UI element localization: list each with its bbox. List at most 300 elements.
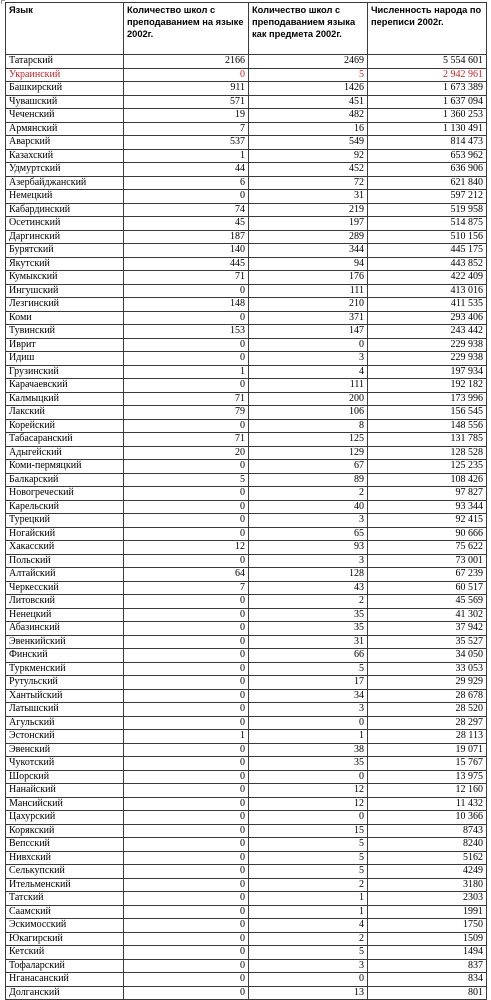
cell-population: 1 637 094: [368, 95, 487, 109]
table-row: [6, 865, 487, 879]
cell-language: Кумыкский: [6, 271, 124, 285]
table-row: [6, 770, 487, 784]
cell-schools-subject: 4: [249, 365, 368, 379]
cell-population: 173 996: [368, 392, 487, 406]
cell-schools-instruction: 1: [124, 730, 249, 744]
cell-language: Калмыцкий: [6, 392, 124, 406]
cell-schools-instruction: 911: [124, 82, 249, 96]
cell-language: Ногайский: [6, 527, 124, 541]
cell-schools-instruction: 12: [124, 541, 249, 555]
table-row: [6, 527, 487, 541]
cell-language: Идиш: [6, 352, 124, 366]
table-row: [6, 136, 487, 150]
cell-population: 422 409: [368, 271, 487, 285]
cell-schools-instruction: 2166: [124, 55, 249, 69]
cell-population: 28 297: [368, 716, 487, 730]
language-schools-table: [5, 2, 487, 1000]
cell-schools-subject: 344: [249, 244, 368, 258]
table-row: [6, 149, 487, 163]
cell-schools-instruction: 1: [124, 149, 249, 163]
cell-schools-subject: 451: [249, 95, 368, 109]
cell-language: Карельский: [6, 500, 124, 514]
cell-population: 33 053: [368, 662, 487, 676]
cell-schools-subject: 0: [249, 338, 368, 352]
cell-schools-instruction: 0: [124, 379, 249, 393]
table-row: [6, 55, 487, 69]
cell-language: Нанайский: [6, 784, 124, 798]
cell-population: 29 929: [368, 676, 487, 690]
cell-language: Эстонский: [6, 730, 124, 744]
cell-population: 4249: [368, 865, 487, 879]
cell-schools-instruction: 71: [124, 271, 249, 285]
cell-schools-instruction: 0: [124, 919, 249, 933]
cell-schools-subject: 106: [249, 406, 368, 420]
cell-population: 1494: [368, 946, 487, 960]
table-row: [6, 500, 487, 514]
cell-language: Карачаевский: [6, 379, 124, 393]
cell-schools-instruction: 64: [124, 568, 249, 582]
table-row: [6, 109, 487, 123]
cell-schools-instruction: 0: [124, 662, 249, 676]
cell-population: 653 962: [368, 149, 487, 163]
cell-schools-instruction: 0: [124, 338, 249, 352]
cell-schools-instruction: 0: [124, 460, 249, 474]
cell-schools-instruction: 0: [124, 824, 249, 838]
cell-schools-instruction: 153: [124, 325, 249, 339]
cell-schools-subject: 65: [249, 527, 368, 541]
cell-population: 73 001: [368, 554, 487, 568]
cell-language: Удмуртский: [6, 163, 124, 177]
table-row: [6, 986, 487, 1000]
cell-language: Армянский: [6, 122, 124, 136]
cell-schools-instruction: 20: [124, 446, 249, 460]
cell-schools-subject: 128: [249, 568, 368, 582]
cell-schools-subject: 31: [249, 635, 368, 649]
cell-schools-instruction: 187: [124, 230, 249, 244]
cell-population: 108 426: [368, 473, 487, 487]
cell-language: Эскимосский: [6, 919, 124, 933]
cell-schools-subject: 210: [249, 298, 368, 312]
cell-language: Новогреческий: [6, 487, 124, 501]
cell-population: 28 678: [368, 689, 487, 703]
table-row: [6, 68, 487, 82]
cell-schools-subject: 8: [249, 419, 368, 433]
cell-population: 8743: [368, 824, 487, 838]
cell-language: Коми-пермяцкий: [6, 460, 124, 474]
cell-schools-subject: 197: [249, 217, 368, 231]
cell-schools-subject: 67: [249, 460, 368, 474]
cell-schools-subject: 2469: [249, 55, 368, 69]
cell-population: 34 050: [368, 649, 487, 663]
table-row: [6, 743, 487, 757]
cell-language: Абазинский: [6, 622, 124, 636]
cell-language: Туркменский: [6, 662, 124, 676]
cell-language: Селькупский: [6, 865, 124, 879]
cell-population: 636 906: [368, 163, 487, 177]
table-row: [6, 284, 487, 298]
cell-population: 28 113: [368, 730, 487, 744]
cell-population: 2 942 961: [368, 68, 487, 82]
cell-population: 92 415: [368, 514, 487, 528]
cell-language: Тувинский: [6, 325, 124, 339]
header-population-census: Численность народа по переписи 2002г.: [368, 3, 487, 55]
cell-population: 197 934: [368, 365, 487, 379]
cell-schools-subject: 1: [249, 892, 368, 906]
table-header-row: [6, 3, 487, 55]
cell-schools-subject: 1426: [249, 82, 368, 96]
cell-schools-instruction: 0: [124, 622, 249, 636]
cell-population: 514 875: [368, 217, 487, 231]
cell-language: Юкагирский: [6, 932, 124, 946]
cell-population: 5162: [368, 851, 487, 865]
table-row: [6, 797, 487, 811]
cell-language: Чеченский: [6, 109, 124, 123]
table-row: [6, 662, 487, 676]
cell-language: Лезгинский: [6, 298, 124, 312]
cell-schools-subject: 0: [249, 811, 368, 825]
cell-schools-instruction: 0: [124, 689, 249, 703]
cell-schools-instruction: 0: [124, 676, 249, 690]
cell-language: Осетинский: [6, 217, 124, 231]
cell-schools-subject: 0: [249, 973, 368, 987]
cell-schools-instruction: 0: [124, 865, 249, 879]
table-row: [6, 379, 487, 393]
cell-population: 443 852: [368, 257, 487, 271]
table-row: [6, 757, 487, 771]
cell-schools-subject: 3: [249, 703, 368, 717]
cell-schools-subject: 111: [249, 379, 368, 393]
cell-schools-subject: 2: [249, 878, 368, 892]
cell-language: Финский: [6, 649, 124, 663]
cell-schools-subject: 35: [249, 608, 368, 622]
header-schools-language-subject: Количество школ с преподаванием языка как предмета 2002г.: [249, 3, 368, 55]
cell-schools-instruction: 445: [124, 257, 249, 271]
cell-schools-instruction: 0: [124, 514, 249, 528]
cell-schools-subject: 15: [249, 824, 368, 838]
cell-language: Адыгейский: [6, 446, 124, 460]
cell-schools-instruction: 0: [124, 770, 249, 784]
table-row: [6, 973, 487, 987]
cell-language: Бурятский: [6, 244, 124, 258]
table-row: [6, 473, 487, 487]
table-row: [6, 811, 487, 825]
table-row: [6, 338, 487, 352]
cell-schools-instruction: 0: [124, 838, 249, 852]
cell-language: Цахурский: [6, 811, 124, 825]
table-row: [6, 217, 487, 231]
cell-schools-subject: 31: [249, 190, 368, 204]
table-row: [6, 163, 487, 177]
cell-schools-instruction: 0: [124, 851, 249, 865]
cell-population: 229 938: [368, 352, 487, 366]
cell-schools-subject: 34: [249, 689, 368, 703]
table-row: [6, 730, 487, 744]
cell-schools-subject: 5: [249, 946, 368, 960]
cell-schools-subject: 5: [249, 838, 368, 852]
table-row: [6, 311, 487, 325]
cell-population: 19 071: [368, 743, 487, 757]
table-row: [6, 959, 487, 973]
cell-schools-subject: 5: [249, 662, 368, 676]
cell-schools-instruction: 44: [124, 163, 249, 177]
cell-population: 1 360 253: [368, 109, 487, 123]
cell-schools-instruction: 71: [124, 392, 249, 406]
table-row: [6, 878, 487, 892]
cell-population: 229 938: [368, 338, 487, 352]
table-row: [6, 622, 487, 636]
cell-schools-instruction: 0: [124, 986, 249, 1000]
cell-schools-subject: 35: [249, 757, 368, 771]
cell-language: Балкарский: [6, 473, 124, 487]
table-row: [6, 419, 487, 433]
cell-schools-instruction: 0: [124, 68, 249, 82]
cell-population: 445 175: [368, 244, 487, 258]
cell-population: 837: [368, 959, 487, 973]
table-row: [6, 176, 487, 190]
cell-language: Азербайджанский: [6, 176, 124, 190]
table-row: [6, 406, 487, 420]
cell-schools-subject: 452: [249, 163, 368, 177]
cell-population: 41 302: [368, 608, 487, 622]
cell-schools-subject: 4: [249, 919, 368, 933]
cell-schools-instruction: 0: [124, 608, 249, 622]
cell-population: 11 432: [368, 797, 487, 811]
cell-language: Литовский: [6, 595, 124, 609]
cell-language: Казахский: [6, 149, 124, 163]
cell-schools-subject: 16: [249, 122, 368, 136]
cell-population: 801: [368, 986, 487, 1000]
cell-language: Табасаранский: [6, 433, 124, 447]
table-row: [6, 824, 487, 838]
cell-schools-subject: 289: [249, 230, 368, 244]
cell-language: Эвенкийский: [6, 635, 124, 649]
cell-population: 75 622: [368, 541, 487, 555]
cell-schools-instruction: 0: [124, 784, 249, 798]
cell-schools-subject: 2: [249, 595, 368, 609]
cell-schools-instruction: 0: [124, 716, 249, 730]
cell-population: 93 344: [368, 500, 487, 514]
cell-population: 131 785: [368, 433, 487, 447]
cell-schools-subject: 66: [249, 649, 368, 663]
cell-schools-instruction: 571: [124, 95, 249, 109]
table-row: [6, 581, 487, 595]
cell-schools-subject: 482: [249, 109, 368, 123]
cell-schools-instruction: 0: [124, 932, 249, 946]
cell-population: 128 528: [368, 446, 487, 460]
cell-schools-instruction: 0: [124, 284, 249, 298]
cell-schools-instruction: 79: [124, 406, 249, 420]
cell-language: Турецкий: [6, 514, 124, 528]
table-row: [6, 784, 487, 798]
table-row: [6, 365, 487, 379]
cell-schools-instruction: 0: [124, 797, 249, 811]
cell-schools-subject: 38: [249, 743, 368, 757]
cell-language: Нганасанский: [6, 973, 124, 987]
cell-schools-subject: 125: [249, 433, 368, 447]
table-row: [6, 689, 487, 703]
cell-population: 125 235: [368, 460, 487, 474]
cell-schools-instruction: 0: [124, 973, 249, 987]
table-row: [6, 676, 487, 690]
cell-schools-instruction: 0: [124, 311, 249, 325]
cell-schools-subject: 219: [249, 203, 368, 217]
table-row: [6, 946, 487, 960]
cell-population: 35 527: [368, 635, 487, 649]
cell-schools-subject: 72: [249, 176, 368, 190]
cell-schools-subject: 17: [249, 676, 368, 690]
cell-language: Чувашский: [6, 95, 124, 109]
cell-population: 60 517: [368, 581, 487, 595]
cell-schools-subject: 93: [249, 541, 368, 555]
table-row: [6, 230, 487, 244]
cell-language: Рутульский: [6, 676, 124, 690]
cell-population: 192 182: [368, 379, 487, 393]
cell-schools-subject: 3: [249, 514, 368, 528]
cell-schools-subject: 40: [249, 500, 368, 514]
cell-schools-instruction: 0: [124, 757, 249, 771]
cell-population: 243 442: [368, 325, 487, 339]
cell-population: 1750: [368, 919, 487, 933]
cell-language: Саамский: [6, 905, 124, 919]
header-language: Язык: [6, 3, 124, 55]
table-row: [6, 82, 487, 96]
cell-language: Корейский: [6, 419, 124, 433]
table-body: [6, 55, 487, 1000]
table-row: [6, 190, 487, 204]
cell-population: 10 366: [368, 811, 487, 825]
cell-schools-instruction: 148: [124, 298, 249, 312]
table-row: [6, 649, 487, 663]
cell-population: 5 554 601: [368, 55, 487, 69]
cell-schools-instruction: 0: [124, 703, 249, 717]
cell-schools-instruction: 19: [124, 109, 249, 123]
cell-language: Иврит: [6, 338, 124, 352]
cell-population: 15 767: [368, 757, 487, 771]
table-row: [6, 446, 487, 460]
cell-schools-subject: 5: [249, 68, 368, 82]
cell-population: 621 840: [368, 176, 487, 190]
table-row: [6, 460, 487, 474]
cell-language: Грузинский: [6, 365, 124, 379]
cell-schools-instruction: 0: [124, 811, 249, 825]
cell-language: Долганский: [6, 986, 124, 1000]
cell-schools-subject: 549: [249, 136, 368, 150]
cell-population: 2303: [368, 892, 487, 906]
cell-schools-instruction: 7: [124, 122, 249, 136]
cell-language: Хантыйский: [6, 689, 124, 703]
cell-schools-subject: 3: [249, 554, 368, 568]
cell-population: 1991: [368, 905, 487, 919]
cell-population: 519 958: [368, 203, 487, 217]
table-row: [6, 905, 487, 919]
cell-schools-instruction: 140: [124, 244, 249, 258]
table-row: [6, 851, 487, 865]
cell-population: 597 212: [368, 190, 487, 204]
cell-population: 1 673 389: [368, 82, 487, 96]
cell-schools-instruction: 0: [124, 905, 249, 919]
table-row: [6, 554, 487, 568]
table-row: [6, 122, 487, 136]
cell-population: 45 569: [368, 595, 487, 609]
cell-language: Украинский: [6, 68, 124, 82]
cell-population: 834: [368, 973, 487, 987]
header-schools-language-instruction: Количество школ с преподаванием на языке 2002г.: [124, 3, 249, 55]
cell-population: 413 016: [368, 284, 487, 298]
cell-population: 12 160: [368, 784, 487, 798]
cell-schools-instruction: 0: [124, 959, 249, 973]
table-row: [6, 568, 487, 582]
cell-schools-subject: 0: [249, 716, 368, 730]
cell-schools-instruction: 74: [124, 203, 249, 217]
cell-schools-instruction: 0: [124, 743, 249, 757]
cell-schools-instruction: 5: [124, 473, 249, 487]
cell-language: Башкирский: [6, 82, 124, 96]
cell-schools-instruction: 71: [124, 433, 249, 447]
cell-schools-subject: 3: [249, 959, 368, 973]
table-row: [6, 325, 487, 339]
cell-population: 13 975: [368, 770, 487, 784]
cell-language: Мансийский: [6, 797, 124, 811]
cell-population: 1509: [368, 932, 487, 946]
table-row: [6, 433, 487, 447]
cell-schools-subject: 129: [249, 446, 368, 460]
cell-schools-subject: 92: [249, 149, 368, 163]
table-row: [6, 608, 487, 622]
table-row: [6, 514, 487, 528]
cell-schools-instruction: 0: [124, 635, 249, 649]
cell-schools-instruction: 45: [124, 217, 249, 231]
cell-language: Вепсский: [6, 838, 124, 852]
cell-schools-subject: 371: [249, 311, 368, 325]
cell-language: Латышский: [6, 703, 124, 717]
cell-schools-instruction: 0: [124, 190, 249, 204]
cell-population: 411 535: [368, 298, 487, 312]
cell-schools-subject: 147: [249, 325, 368, 339]
cell-schools-subject: 13: [249, 986, 368, 1000]
cell-language: Немецкий: [6, 190, 124, 204]
cell-schools-instruction: 0: [124, 527, 249, 541]
table-row: [6, 838, 487, 852]
cell-population: 148 556: [368, 419, 487, 433]
cell-language: Аварский: [6, 136, 124, 150]
cell-schools-subject: 200: [249, 392, 368, 406]
cell-language: Даргинский: [6, 230, 124, 244]
table-row: [6, 203, 487, 217]
cell-language: Ингушский: [6, 284, 124, 298]
cell-schools-subject: 3: [249, 352, 368, 366]
table-row: [6, 244, 487, 258]
cell-language: Татский: [6, 892, 124, 906]
cell-language: Алтайский: [6, 568, 124, 582]
cell-population: 28 520: [368, 703, 487, 717]
cell-schools-subject: 94: [249, 257, 368, 271]
cell-schools-subject: 12: [249, 784, 368, 798]
cell-schools-subject: 5: [249, 865, 368, 879]
cell-schools-subject: 43: [249, 581, 368, 595]
cell-schools-instruction: 537: [124, 136, 249, 150]
cell-schools-subject: 12: [249, 797, 368, 811]
cell-schools-subject: 5: [249, 851, 368, 865]
table-row: [6, 541, 487, 555]
cell-schools-subject: 35: [249, 622, 368, 636]
cell-language: Ненецкий: [6, 608, 124, 622]
cell-language: Агульский: [6, 716, 124, 730]
cell-schools-instruction: 0: [124, 595, 249, 609]
cell-language: Ительменский: [6, 878, 124, 892]
cell-population: 97 827: [368, 487, 487, 501]
cell-population: 90 666: [368, 527, 487, 541]
cell-language: Тофаларский: [6, 959, 124, 973]
